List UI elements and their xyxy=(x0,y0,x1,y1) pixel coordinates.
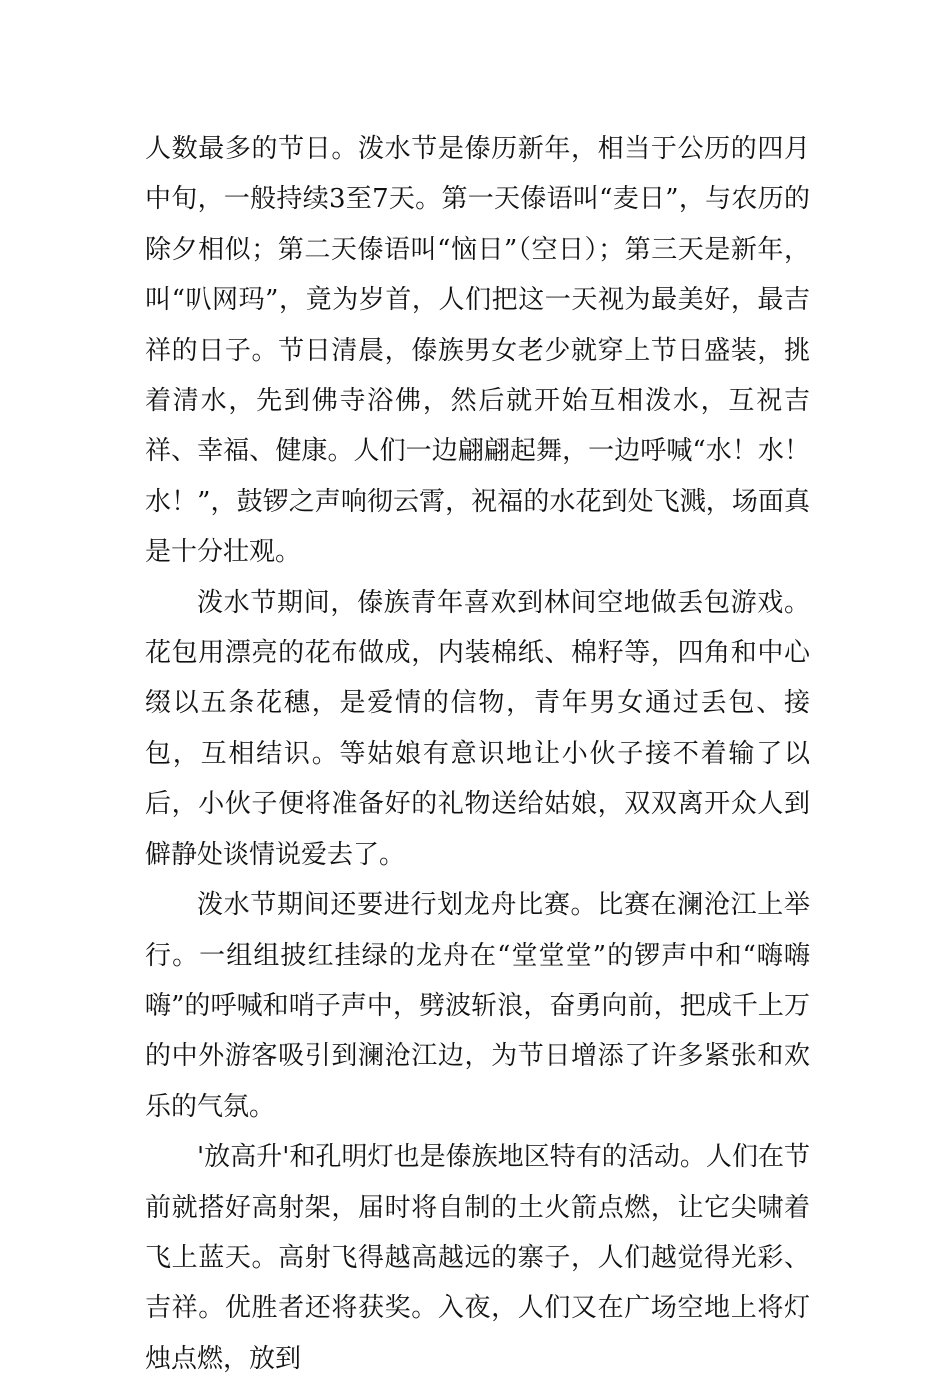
paragraph-4: '放高升'和孔明灯也是傣族地区特有的活动。人们在节前就搭好高射架，届时将自制的土火箭点燃，让它尖啸着飞上蓝天。高射飞得越高越远的寨子，人们越觉得光彩、吉祥。优胜者还将获奖。入夜，人们又在广场空地上将灯烛点燃，放到 xyxy=(145,1142,810,1374)
body-text xyxy=(145,124,810,1384)
paragraph-1: 人数最多的节日。泼水节是傣历新年，相当于公历的四月中旬，一般持续3至7天。第一天傣语叫“麦日”，与农历的除夕相似；第二天傣语叫“恼日”（空日）；第三天是新年，叫“叭网玛”，竟为岁首，人们把这一天视为最美好，最吉祥的日子。节日清晨，傣族男女老少就穿上节日盛装，挑着清水，先到佛寺浴佛，然后就开始互相泼水，互祝吉祥、幸福、健康。人们一边翩翩起舞，一边呼喊“水！水！水！”，鼓锣之声响彻云霄，祝福的水花到处飞溅，场面真是十分壮观。 xyxy=(145,134,810,568)
paragraph-2: 泼水节期间，傣族青年喜欢到林间空地做丢包游戏。花包用漂亮的花布做成，内装棉纸、棉籽等，四角和中心缀以五条花穗，是爱情的信物，青年男女通过丢包、接包，互相结识。等姑娘有意识地让小伙子接不着输了以后，小伙子便将准备好的礼物送给姑娘，双双离开众人到僻静处谈情说爱去了。 xyxy=(145,587,810,870)
paragraph-3: 泼水节期间还要进行划龙舟比赛。比赛在澜沧江上举行。一组组披红挂绿的龙舟在“堂堂堂”的锣声中和“嗨嗨嗨”的呼喊和哨子声中，劈波斩浪，奋勇向前，把成千上万的中外游客吸引到澜沧江边，为节日增添了许多紧张和欢乐的气氛。 xyxy=(145,890,810,1122)
